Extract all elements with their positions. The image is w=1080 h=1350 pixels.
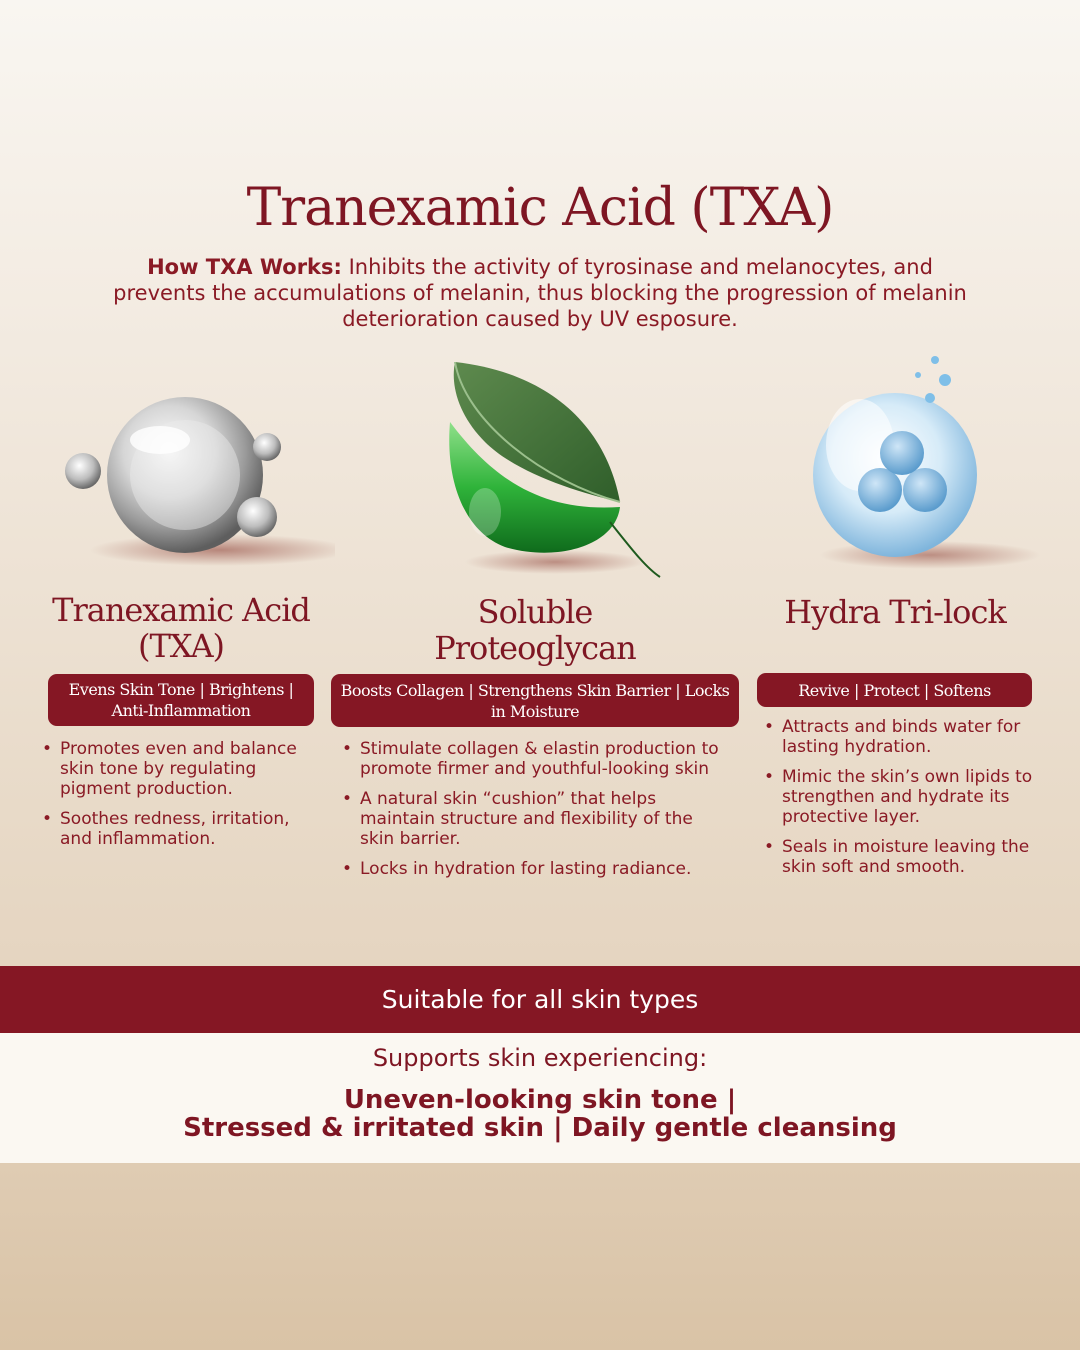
blue-water-sphere-icon xyxy=(790,350,1040,575)
list-item: • Seals in moisture leaving the skin soft and smooth. xyxy=(764,837,1034,877)
list-item: • Soothes redness, irritation, and inflammation. xyxy=(42,809,324,849)
benefit-pill-proteoglycan: Boosts Collagen | Strengthens Skin Barrier | Locks in Moisture xyxy=(331,674,739,727)
silver-droplet-icon xyxy=(45,385,335,575)
banner-text: Suitable for all skin types xyxy=(381,985,699,1014)
skin-types-banner xyxy=(0,966,1080,1033)
supports-panel xyxy=(0,1033,1080,1163)
column-title-proteoglycan: Soluble Proteoglycan xyxy=(434,593,636,667)
list-item: • Promotes even and balance skin tone by regulating pigment production. xyxy=(42,739,324,799)
supports-line-1: Uneven-looking skin tone | xyxy=(343,1085,737,1115)
list-item: • Locks in hydration for lasting radiance. xyxy=(342,859,732,879)
supports-line-2: Stressed & irritated skin | Daily gentle cleansing xyxy=(183,1113,897,1143)
list-item: • Mimic the skin’s own lipids to strengthen and hydrate its protective layer. xyxy=(764,767,1034,827)
bullet-list-txa xyxy=(42,739,324,859)
benefit-pill-txa: Evens Skin Tone | Brightens | Anti-Inflammation xyxy=(48,674,314,726)
bullet-list-hydra xyxy=(764,717,1034,887)
intro-body: Inhibits the activity of tyrosinase and melanocytes, and prevents the accumulations of melanin, thus blocking the progression of melanin deterioration caused by UV esposure. xyxy=(113,255,967,331)
intro-label: How TXA Works: xyxy=(147,255,342,279)
benefit-pill-hydra: Revive | Protect | Softens xyxy=(757,673,1032,707)
page-title: Tranexamic Acid (TXA) xyxy=(246,178,834,238)
supports-lead: Supports skin experiencing: xyxy=(372,1044,708,1072)
list-item: • Attracts and binds water for lasting hydration. xyxy=(764,717,1034,757)
bullet-list-proteoglycan xyxy=(342,739,732,889)
intro-text xyxy=(100,254,980,332)
green-leaf-icon xyxy=(405,362,670,582)
column-title-txa: Tranexamic Acid (TXA) xyxy=(52,591,310,665)
list-item: • A natural skin “cushion” that helps maintain structure and flexibility of the skin barrier. xyxy=(342,789,732,849)
column-title-hydra: Hydra Tri-lock xyxy=(784,593,1006,631)
list-item: • Stimulate collagen & elastin production to promote firmer and youthful-looking skin xyxy=(342,739,732,779)
